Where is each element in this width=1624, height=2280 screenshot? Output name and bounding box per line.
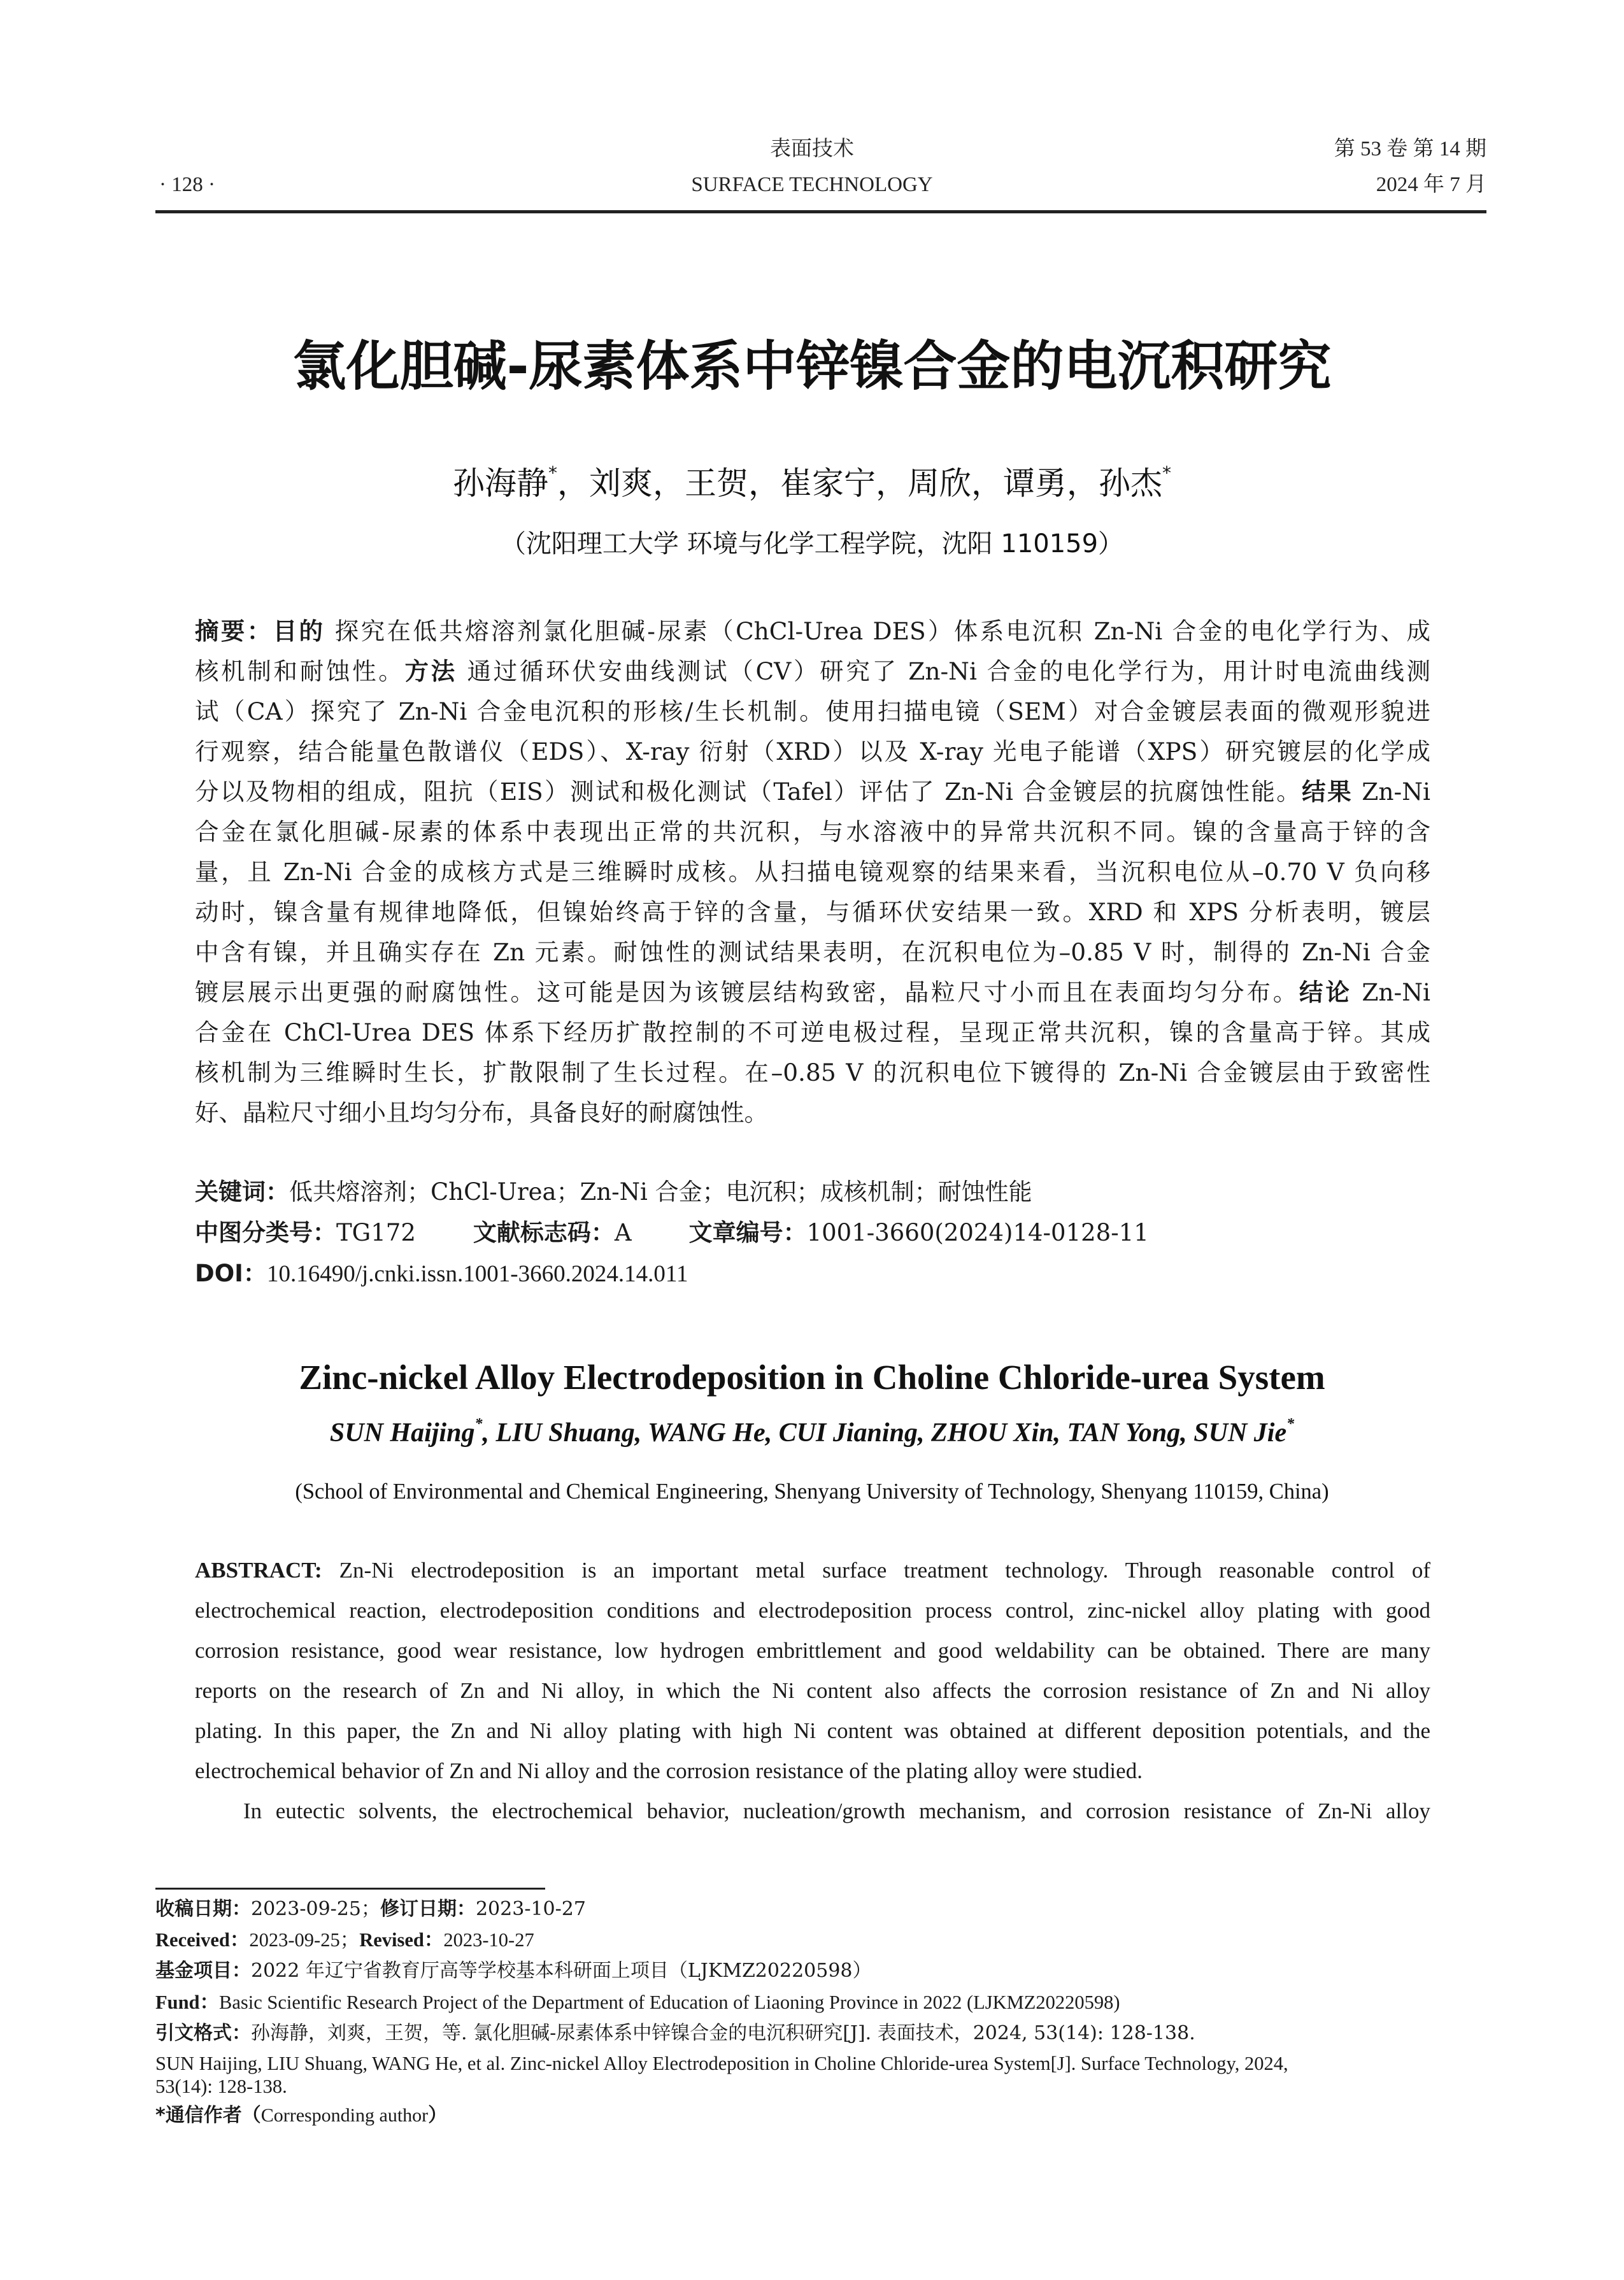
abstract-en-line: electrochemical reaction, electrodeposition conditions and electrodeposition process control, zinc-nickel alloy plating with good [195, 1598, 1430, 1623]
abstract-cn-line: 行观察，结合能量色散谱仪（EDS）、X-ray 衍射（XRD）以及 X-ray 光电子能谱（XPS）研究镀层的化学成 [195, 737, 1430, 766]
section-label-objective: 目的 [273, 617, 325, 645]
header-rule [155, 210, 1486, 213]
author-en: ZHOU Xin [930, 1418, 1054, 1448]
author-en: CUI Jianing [778, 1418, 918, 1448]
keywords-cn [195, 1173, 1032, 1211]
abstract-cn-line: 核机制为三维瞬时生长，扩散限制了生长过程。在–0.85 V 的沉积电位下镀得的 Zn-Ni 合金镀层由于致密性 [195, 1058, 1430, 1087]
paper-title-cn: 氯化胆碱-尿素体系中锌镍合金的电沉积研究 [292, 335, 1332, 397]
footnote-dates-en: Received：2023-09-25；Revised：2023-10-27 [155, 1929, 534, 1951]
author-cn: 周欣 [908, 465, 971, 502]
doi-line [195, 1255, 688, 1293]
abstract-en-line: corrosion resistance, good wear resistance, low hydrogen embrittlement and good weldability can be obtained. There are many [195, 1638, 1430, 1663]
abstract-cn-line: 试（CA）探究了 Zn-Ni 合金电沉积的形核/生长机制。使用扫描电镜（SEM）对合金镀层表面的微观形貌进 [195, 697, 1430, 725]
article-number: 1001-3660(2024)14-0128-11 [806, 1219, 1149, 1246]
author-en: TAN Yong [1067, 1418, 1181, 1448]
abstract-cn-line: 中含有镍，并且确实存在 Zn 元素。耐蚀性的测试结果表明，在沉积电位为–0.85 V 时，制得的 Zn-Ni 合金 [195, 938, 1430, 966]
abstract-cn-line: 合金在 ChCl-Urea DES 体系下经历扩散控制的不可逆电极过程，呈现正常共沉积，镍的含量高于锌。其成 [195, 1018, 1430, 1046]
abstract-en-line: In eutectic solvents, the electrochemical behavior, nucleation/growth mechanism, and corrosion resistance of Zn-Ni alloy [243, 1799, 1430, 1823]
page-number: · 128 · [159, 173, 215, 196]
abstract-cn-line: 镀层展示出更强的耐腐蚀性。这可能是因为该镀层结构致密，晶粒尺寸小而且在表面均匀分布。结论 Zn-Ni [195, 978, 1431, 1006]
author-en: SUN Haijing [329, 1418, 475, 1448]
corresponding-mark: * [1286, 1416, 1295, 1432]
corresponding-mark: * [474, 1416, 483, 1432]
author-en: WANG He [647, 1418, 766, 1448]
affiliation-cn: （沈阳理工大学 环境与化学工程学院，沈阳 110159） [500, 529, 1124, 559]
abstract-cn-line: 动时，镍含量有规律地降低，但镍始终高于锌的含量，与循环伏安结果一致。XRD 和 XPS 分析表明，镀层 [195, 898, 1430, 926]
author-cn: 孙海静 [453, 465, 548, 502]
footnote-rule [155, 1888, 545, 1890]
volume-issue: 第 53 卷 第 14 期 [1334, 138, 1486, 160]
abstract-cn-line: 合金在氯化胆碱-尿素的体系中表现出正常的共沉积，与水溶液中的异常共沉积不同。镍的含量高于锌的含 [195, 818, 1430, 846]
author-en: SUN Jie [1193, 1418, 1287, 1448]
footnote-citation-cn: 引文格式：孙海静，刘爽，王贺，等. 氯化胆碱-尿素体系中锌镍合金的电沉积研究[J]. 表面技术，2024, 53(14): 128-138. [155, 2022, 1195, 2044]
abstract-cn-line: 好、晶粒尺寸细小且均匀分布，具备良好的耐腐蚀性。 [195, 1099, 768, 1127]
section-label-method: 方法 [404, 657, 457, 685]
abstract-cn [195, 611, 1430, 1133]
abstract-en-label: ABSTRACT: [195, 1558, 322, 1583]
author-en: LIU Shuang [495, 1418, 635, 1448]
classification-line: 中图分类号：TG172 文献标志码：A 文章编号：1001-3660(2024)14-0128-11 [195, 1219, 1149, 1246]
affiliation-en: (School of Environmental and Chemical Engineering, Shenyang University of Technology, Shenyang 110159, China) [295, 1479, 1329, 1504]
abstract-en-line: ABSTRACT: Zn-Ni electrodeposition is an important metal surface treatment technology. Through reasonable control of [195, 1558, 1430, 1583]
author-list-en: SUN Haijing*, LIU Shuang, WANG He, CUI Jianing, ZHOU Xin, TAN Yong, SUN Jie* [329, 1416, 1295, 1448]
author-list-cn: 孙海静*，刘爽，王贺，崔家宁，周欣，谭勇，孙杰* [453, 462, 1171, 502]
issue-date: 2024 年 7 月 [1376, 173, 1486, 196]
keywords-label: 关键词： [195, 1178, 289, 1206]
journal-name-cn: 表面技术 [770, 138, 854, 160]
footnote-citation-en-cont: 53(14): 128-138. [155, 2076, 287, 2097]
author-cn: 孙杰 [1099, 465, 1162, 502]
author-cn: 谭勇 [1003, 465, 1067, 502]
author-cn: 崔家宁 [780, 465, 876, 502]
abstract-cn-line: 核机制和耐蚀性。方法 通过循环伏安曲线测试（CV）研究了 Zn-Ni 合金的电化学行为，用计时电流曲线测 [195, 657, 1431, 685]
abstract-label: 摘要： [195, 617, 273, 645]
footnote-corresponding: *通信作者（Corresponding author） [155, 2104, 448, 2127]
section-label-results: 结果 [1302, 778, 1353, 806]
footnote-citation-en: SUN Haijing, LIU Shuang, WANG He, et al. Zinc-nickel Alloy Electrodeposition in Choline Chloride-urea System[J]. Surface Technology, 2024, [155, 2053, 1288, 2074]
author-cn: 王贺 [685, 465, 748, 502]
abstract-cn-line: 摘要：目的 探究在低共熔溶剂氯化胆碱-尿素（ChCl-Urea DES）体系电沉积 Zn-Ni 合金的电化学行为、成 [195, 617, 1431, 645]
paper-title-en: Zinc-nickel Alloy Electrodeposition in Choline Chloride-urea System [299, 1358, 1325, 1397]
abstract-en [195, 1550, 1430, 1831]
journal-name-en: SURFACE TECHNOLOGY [691, 173, 933, 196]
corresponding-mark: * [548, 462, 557, 483]
corresponding-mark: * [1162, 462, 1171, 483]
document-code: A [614, 1219, 632, 1246]
footnote-fund-en: Fund：Basic Scientific Research Project of the Department of Education of Liaoning Province in 2022 (LJKMZ20220598) [155, 1991, 1120, 2013]
doi-label: DOI： [195, 1260, 267, 1287]
keywords-text: 低共熔溶剂；ChCl-Urea；Zn-Ni 合金；电沉积；成核机制；耐蚀性能 [289, 1178, 1032, 1206]
footnote-dates-cn: 收稿日期：2023-09-25；修订日期：2023-10-27 [155, 1898, 586, 1920]
abstract-en-line: plating. In this paper, the Zn and Ni alloy plating with high Ni content was obtained at different deposition potentials, and the [195, 1718, 1430, 1743]
abstract-en-line: electrochemical behavior of Zn and Ni alloy and the corrosion resistance of the plating alloy were studied. [195, 1758, 1143, 1783]
author-cn: 刘爽 [589, 465, 653, 502]
doi-link[interactable]: 10.16490/j.cnki.issn.1001-3660.2024.14.011 [266, 1261, 688, 1287]
abstract-cn-line: 量，且 Zn-Ni 合金的成核方式是三维瞬时成核。从扫描电镜观察的结果来看，当沉积电位从–0.70 V 负向移 [195, 858, 1430, 886]
abstract-en-line: reports on the research of Zn and Ni alloy, in which the Ni content also affects the corrosion resistance of Zn and Ni alloy [195, 1678, 1430, 1703]
clc-number: TG172 [336, 1219, 416, 1246]
footnote-fund-cn: 基金项目：2022 年辽宁省教育厅高等学校基本科研面上项目（LJKMZ20220598） [155, 1960, 872, 1982]
section-label-conclusion: 结论 [1299, 978, 1352, 1006]
abstract-cn-line: 分以及物相的组成，阻抗（EIS）测试和极化测试（Tafel）评估了 Zn-Ni 合金镀层的抗腐蚀性能。结果 Zn-Ni [195, 778, 1430, 806]
